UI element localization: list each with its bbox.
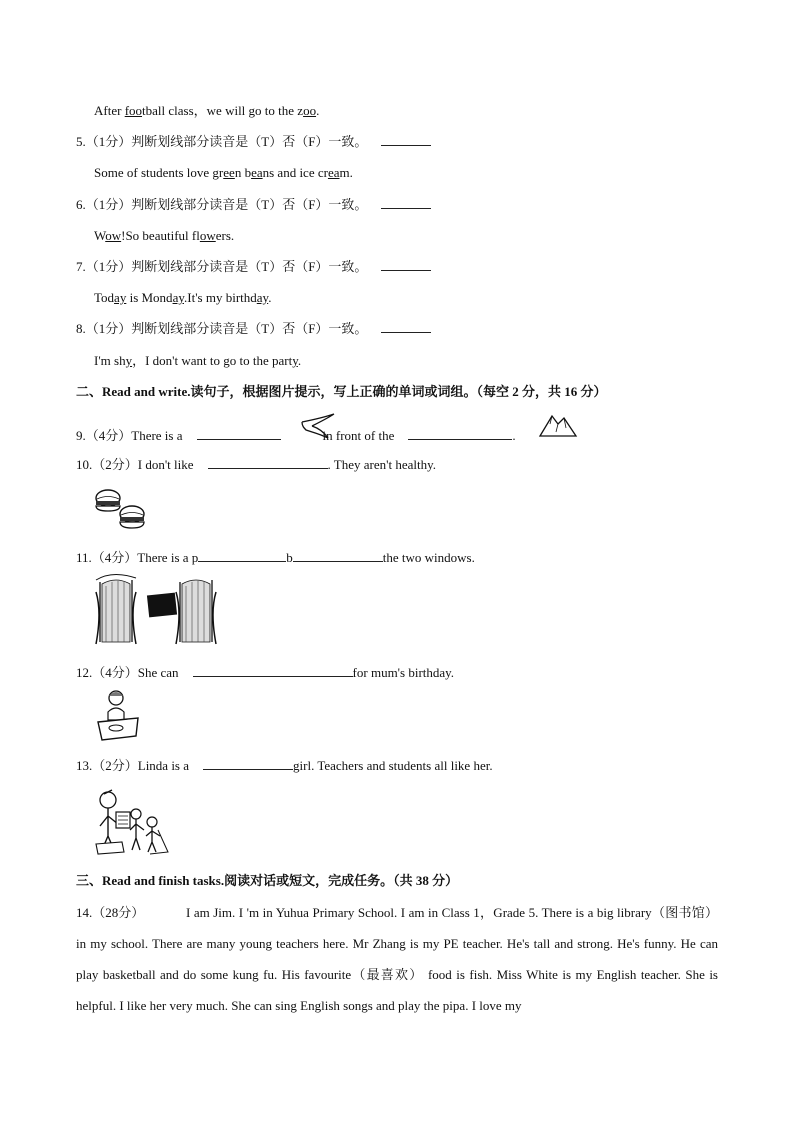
q13-question: 13.（2分）Linda is a girl. Teachers and students all like her. [76,758,493,773]
girl-cooking-picture [94,688,142,744]
q5-question: 5.（1分）判断划线部分读音是（T）否（F）一致。 [76,133,431,151]
q5-answer-blank[interactable] [381,133,431,146]
mountain-picture [538,412,578,438]
hamburgers-picture [92,488,150,532]
q9-blank-2[interactable] [408,427,512,440]
q4-sentence: After football class，we will go to the zoo. [94,103,320,118]
q11-blank-2[interactable] [293,549,383,562]
students-picture [94,786,172,858]
section-3-heading: 三、Read and finish tasks.阅读对话或短文，完成任务。（共 38 分） [76,873,459,888]
q6-answer-blank[interactable] [381,196,431,209]
q14-text: I am Jim. I 'm in Yuhua Primary School. I am in Class 1，Grade 5. There is a big library（图书馆）in my school. There are many young teachers here. Mr Zhang is my PE teacher. He's tall and strong. He's funny. He can play basketball and do some kung fu. His favourite（最喜欢） food is fish. Miss White is my English teacher. She is helpful. I like her very much. She can sing English songs and play the pipa. I love my [76,905,718,1013]
q10-question: 10.（2分）I don't like . They aren't healthy. [76,457,436,472]
q13-blank[interactable] [203,757,293,770]
q12-question: 12.（4分）She can for mum's birthday. [76,665,455,680]
q7-question: 7.（1分）判断划线部分读音是（T）否（F）一致。 [76,258,431,276]
q6-sentence: Wow!So beautiful flowers. [94,228,235,243]
q8-question: 8.（1分）判断划线部分读音是（T）否（F）一致。 [76,320,431,338]
q14-passage [76,897,718,1021]
windows-picture [92,572,240,650]
q14-label: 14.（28分） [76,905,145,920]
river-picture [298,412,340,440]
q11-blank-1[interactable] [198,549,286,562]
q7-answer-blank[interactable] [381,258,431,271]
q11-question: 11.（4分）There is a p b the two windows. [76,550,475,565]
q6-question: 6.（1分）判断划线部分读音是（T）否（F）一致。 [76,196,431,214]
q7-sentence: Today is Monday.It's my birthday. [94,290,272,305]
q9-blank-1[interactable] [197,427,281,440]
q8-answer-blank[interactable] [381,320,431,333]
q9-question: 9.（4分）There is a in front of the . [76,428,516,443]
q12-blank[interactable] [193,664,353,677]
q10-blank[interactable] [208,456,328,469]
section-2-heading: 二、Read and write.读句子，根据图片提示，写上正确的单词或词组。（每空 2 分，共 16 分） [76,384,607,399]
q5-sentence: Some of students love green beans and ice cream. [94,165,353,180]
q8-sentence: I'm shy，I don't want to go to the party. [94,353,302,368]
